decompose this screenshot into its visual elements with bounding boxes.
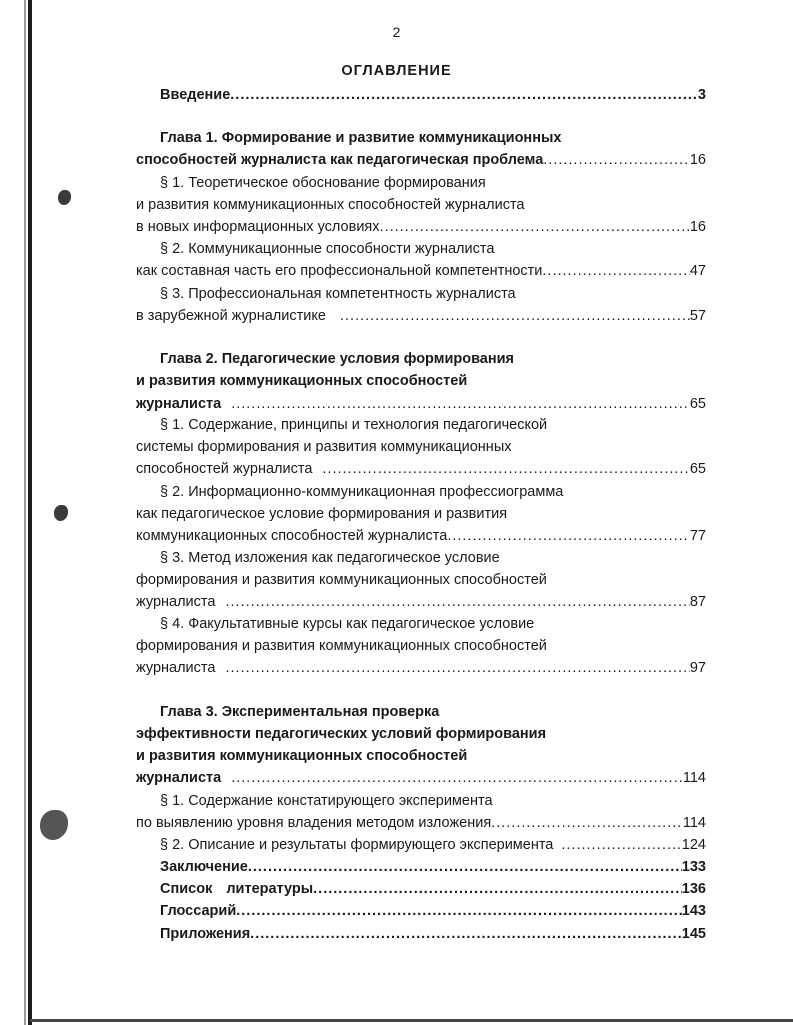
- toc-label: журналиста: [136, 594, 216, 610]
- section-heading: § 2. Коммуникационные способности журналиста: [160, 241, 495, 257]
- page-title: ОГЛАВЛЕНИЕ: [341, 63, 452, 79]
- toc-label: Глоссарий: [160, 903, 237, 919]
- toc-entry-chapter-2[interactable]: [136, 396, 706, 412]
- toc-page: 136: [681, 881, 706, 897]
- punch-hole-mark: [58, 190, 71, 205]
- toc-label: в зарубежной журналистике: [136, 308, 326, 324]
- chapter-3-heading: и развития коммуникационных способностей: [136, 748, 468, 764]
- toc-entry-glossary[interactable]: [160, 903, 706, 919]
- toc-entry-chapter-3[interactable]: [136, 770, 706, 786]
- leader-dots: [542, 263, 689, 279]
- section-heading: системы формирования и развития коммуникационных: [136, 439, 512, 455]
- toc-entry-chapter-1[interactable]: [136, 152, 706, 168]
- toc-label: журналиста: [136, 660, 216, 676]
- toc-entry-section-1-2[interactable]: [136, 263, 706, 279]
- toc-page: 133: [681, 859, 706, 875]
- chapter-3-heading: эффективности педагогических условий формирования: [136, 726, 547, 742]
- toc-page: 114: [682, 770, 706, 786]
- scan-edge-bottom: [30, 1019, 793, 1022]
- toc-page: 47: [689, 263, 706, 279]
- toc-entry-section-2-2[interactable]: [136, 528, 706, 544]
- toc-label: в новых информационных условиях: [136, 219, 380, 235]
- chapter-2-heading: Глава 2. Педагогические условия формирования: [160, 351, 514, 367]
- punch-hole-mark: [54, 505, 68, 521]
- leader-dots: [491, 815, 683, 831]
- toc-label: способностей журналиста как педагогическая проблема: [136, 152, 544, 168]
- leader-dots: [543, 152, 690, 168]
- toc-label: журналиста: [136, 770, 222, 786]
- toc-page: 124: [681, 837, 706, 853]
- leader-dots: [340, 308, 690, 324]
- toc-page: 77: [689, 528, 706, 544]
- toc-entry-section-3-2[interactable]: [160, 837, 706, 853]
- toc-page: 65: [689, 396, 706, 412]
- toc-page: 57: [689, 308, 706, 324]
- scan-edge-dark: [28, 0, 32, 1025]
- chapter-1-heading: Глава 1. Формирование и развитие коммуникационных: [160, 130, 562, 146]
- toc-label: Введение: [160, 87, 231, 103]
- section-heading: § 3. Профессиональная компетентность журналиста: [160, 286, 516, 302]
- toc-entry-conclusion[interactable]: [160, 859, 706, 875]
- section-heading: § 1. Содержание констатирующего эксперимента: [160, 793, 493, 809]
- leader-dots: [231, 396, 690, 412]
- scan-edge: [24, 0, 26, 1025]
- toc-label: способностей журналиста: [136, 461, 313, 477]
- leader-dots: [230, 87, 698, 103]
- toc-entry-section-1-3[interactable]: [136, 308, 706, 324]
- toc-label: Список литературы: [160, 881, 314, 897]
- leader-dots: [231, 770, 683, 786]
- toc-label: как составная часть его профессиональной компетентности: [136, 263, 543, 279]
- scan-smudge: [40, 810, 68, 840]
- toc-label: коммуникационных способностей журналиста: [136, 528, 448, 544]
- toc-page: 3: [697, 87, 706, 103]
- section-heading: § 1. Теоретическое обоснование формирования: [160, 175, 486, 191]
- toc-entry-appendices[interactable]: [160, 926, 706, 942]
- toc-page: 87: [689, 594, 706, 610]
- section-heading: § 3. Метод изложения как педагогическое условие: [160, 550, 500, 566]
- leader-dots: [225, 660, 689, 676]
- leader-dots: [225, 594, 689, 610]
- leader-dots: [313, 881, 682, 897]
- toc-label: по выявлению уровня владения методом изложения: [136, 815, 492, 831]
- section-heading: § 4. Факультативные курсы как педагогическое условие: [160, 616, 535, 632]
- section-heading: § 2. Информационно-коммуникационная профессиограмма: [160, 484, 564, 500]
- toc-entry-intro[interactable]: [160, 87, 706, 103]
- toc-page: 65: [689, 461, 706, 477]
- toc-entry-references[interactable]: [160, 881, 706, 897]
- toc-page: 143: [681, 903, 706, 919]
- toc-page: 16: [689, 152, 706, 168]
- leader-dots: [561, 837, 681, 853]
- toc-entry-section-2-4[interactable]: [136, 660, 706, 676]
- leader-dots: [322, 461, 689, 477]
- leader-dots: [248, 859, 682, 875]
- toc-label: Заключение: [160, 859, 248, 875]
- toc-page: 16: [689, 219, 706, 235]
- leader-dots: [236, 903, 682, 919]
- chapter-2-heading: и развития коммуникационных способностей: [136, 373, 468, 389]
- section-heading: формирования и развития коммуникационных способностей: [136, 572, 547, 588]
- toc-label: журналиста: [136, 396, 222, 412]
- leader-dots: [250, 926, 682, 942]
- section-heading: как педагогическое условие формирования и развития: [136, 506, 508, 522]
- toc-label: § 2. Описание и результаты формирующего эксперимента: [160, 837, 554, 853]
- chapter-3-heading: Глава 3. Экспериментальная проверка: [160, 704, 440, 720]
- toc-page: 145: [681, 926, 706, 942]
- section-heading: § 1. Содержание, принципы и технология педагогической: [160, 417, 548, 433]
- leader-dots: [380, 219, 690, 235]
- toc-page: 97: [689, 660, 706, 676]
- toc-entry-section-3-1[interactable]: [136, 815, 706, 831]
- toc-page: 114: [682, 815, 706, 831]
- section-heading: формирования и развития коммуникационных способностей: [136, 638, 547, 654]
- toc-entry-section-2-3[interactable]: [136, 594, 706, 610]
- toc-entry-section-2-1[interactable]: [136, 461, 706, 477]
- leader-dots: [447, 528, 690, 544]
- toc-label: Приложения: [160, 926, 251, 942]
- toc-entry-section-1-1[interactable]: [136, 219, 706, 235]
- page-number: 2: [392, 24, 401, 40]
- section-heading: и развития коммуникационных способностей журналиста: [136, 197, 525, 213]
